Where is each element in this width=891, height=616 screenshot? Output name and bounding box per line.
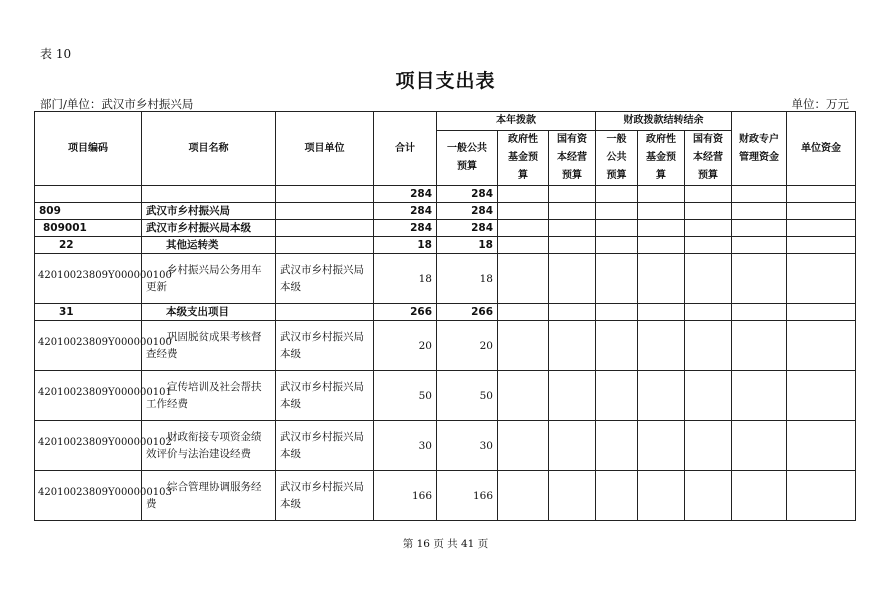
cell-general: 50 — [437, 371, 498, 421]
cell-total: 284 — [374, 220, 437, 237]
cell-unit: 武汉市乡村振兴局本级 — [280, 330, 364, 360]
header-code: 项目编码 — [35, 112, 142, 186]
page-title: 项目支出表 — [395, 70, 496, 92]
table-row — [35, 220, 856, 237]
table-row — [35, 371, 856, 421]
cell-total: 284 — [374, 203, 437, 220]
cell-name: 综合管理协调服务经费 — [146, 480, 262, 510]
header-carry-general: 一般公共预算 — [596, 131, 638, 186]
table-row — [35, 203, 856, 220]
cell-name: 宣传培训及社会帮扶工作经费 — [146, 380, 262, 410]
cell-name: 巩固脱贫成果考核督查经费 — [146, 330, 262, 360]
cell-total: 266 — [374, 304, 437, 321]
table-label: 表 10 — [40, 47, 72, 61]
table-row — [35, 321, 856, 371]
cell-total: 30 — [374, 421, 437, 471]
department-label: 部门/单位：武汉市乡村振兴局 — [40, 97, 194, 111]
cell-general: 284 — [437, 203, 498, 220]
table-row — [35, 471, 856, 521]
unit-label: 单位：万元 — [791, 97, 849, 111]
cell-total: 18 — [374, 254, 437, 304]
cell-name: 财政衔接专项资金绩效评价与法治建设经费 — [146, 430, 262, 460]
header-gov-fund: 政府性基金预算 — [498, 131, 549, 186]
cell-general: 18 — [437, 237, 498, 254]
cell-name: 武汉市乡村振兴局本级 — [142, 220, 276, 237]
cell-code: 42010023809Y000000100 — [38, 270, 172, 281]
cell-general: 166 — [437, 471, 498, 521]
cell-general: 266 — [437, 304, 498, 321]
cell-name: 武汉市乡村振兴局 — [142, 203, 276, 220]
cell-code: 42010023809Y000000102 — [38, 437, 172, 448]
project-expenditure-table — [34, 111, 856, 521]
cell-general: 18 — [437, 254, 498, 304]
header-current-year: 本年拨款 — [437, 112, 596, 131]
cell-unit: 武汉市乡村振兴局本级 — [280, 263, 364, 293]
cell-unit: 武汉市乡村振兴局本级 — [280, 380, 364, 410]
header-carry-gov-fund: 政府性基金预算 — [638, 131, 685, 186]
cell-total: 166 — [374, 471, 437, 521]
cell-general: 20 — [437, 321, 498, 371]
header-special-mgmt: 财政专户管理资金 — [732, 112, 787, 186]
cell-name: 乡村振兴局公务用车更新 — [146, 263, 262, 293]
cell-unit: 武汉市乡村振兴局本级 — [280, 430, 364, 460]
cell-code: 809 — [35, 203, 142, 220]
header-total: 合计 — [374, 112, 437, 186]
header-unit-funds: 单位资金 — [787, 112, 856, 186]
table-row — [35, 254, 856, 304]
cell-code: 42010023809Y000000101 — [38, 387, 172, 398]
cell-total: 284 — [374, 186, 437, 203]
cell-name: 本级支出项目 — [142, 304, 276, 321]
header-general-budget: 一般公共预算 — [437, 131, 498, 186]
header-name: 项目名称 — [142, 112, 276, 186]
cell-total: 50 — [374, 371, 437, 421]
cell-unit: 武汉市乡村振兴局本级 — [280, 480, 364, 510]
cell-code: 42010023809Y000000100 — [38, 337, 172, 348]
table-row — [35, 421, 856, 471]
header-carryover: 财政拨款结转结余 — [596, 112, 732, 131]
cell-code: 809001 — [35, 220, 142, 237]
cell-code: 22 — [35, 237, 142, 254]
header-carry-soe: 国有资本经营预算 — [685, 131, 732, 186]
cell-total: 18 — [374, 237, 437, 254]
cell-name: 其他运转类 — [142, 237, 276, 254]
cell-code: 42010023809Y000000103 — [38, 487, 172, 498]
header-unit: 项目单位 — [276, 112, 374, 186]
table-row — [35, 237, 856, 254]
cell-code: 31 — [35, 304, 142, 321]
cell-general: 284 — [437, 220, 498, 237]
table-row — [35, 304, 856, 321]
page-footer: 第 16 页 共 41 页 — [402, 538, 489, 550]
header-soe-capital: 国有资本经营预算 — [549, 131, 596, 186]
cell-general: 30 — [437, 421, 498, 471]
cell-general: 284 — [437, 186, 498, 203]
table-row-total — [35, 186, 856, 203]
cell-total: 20 — [374, 321, 437, 371]
